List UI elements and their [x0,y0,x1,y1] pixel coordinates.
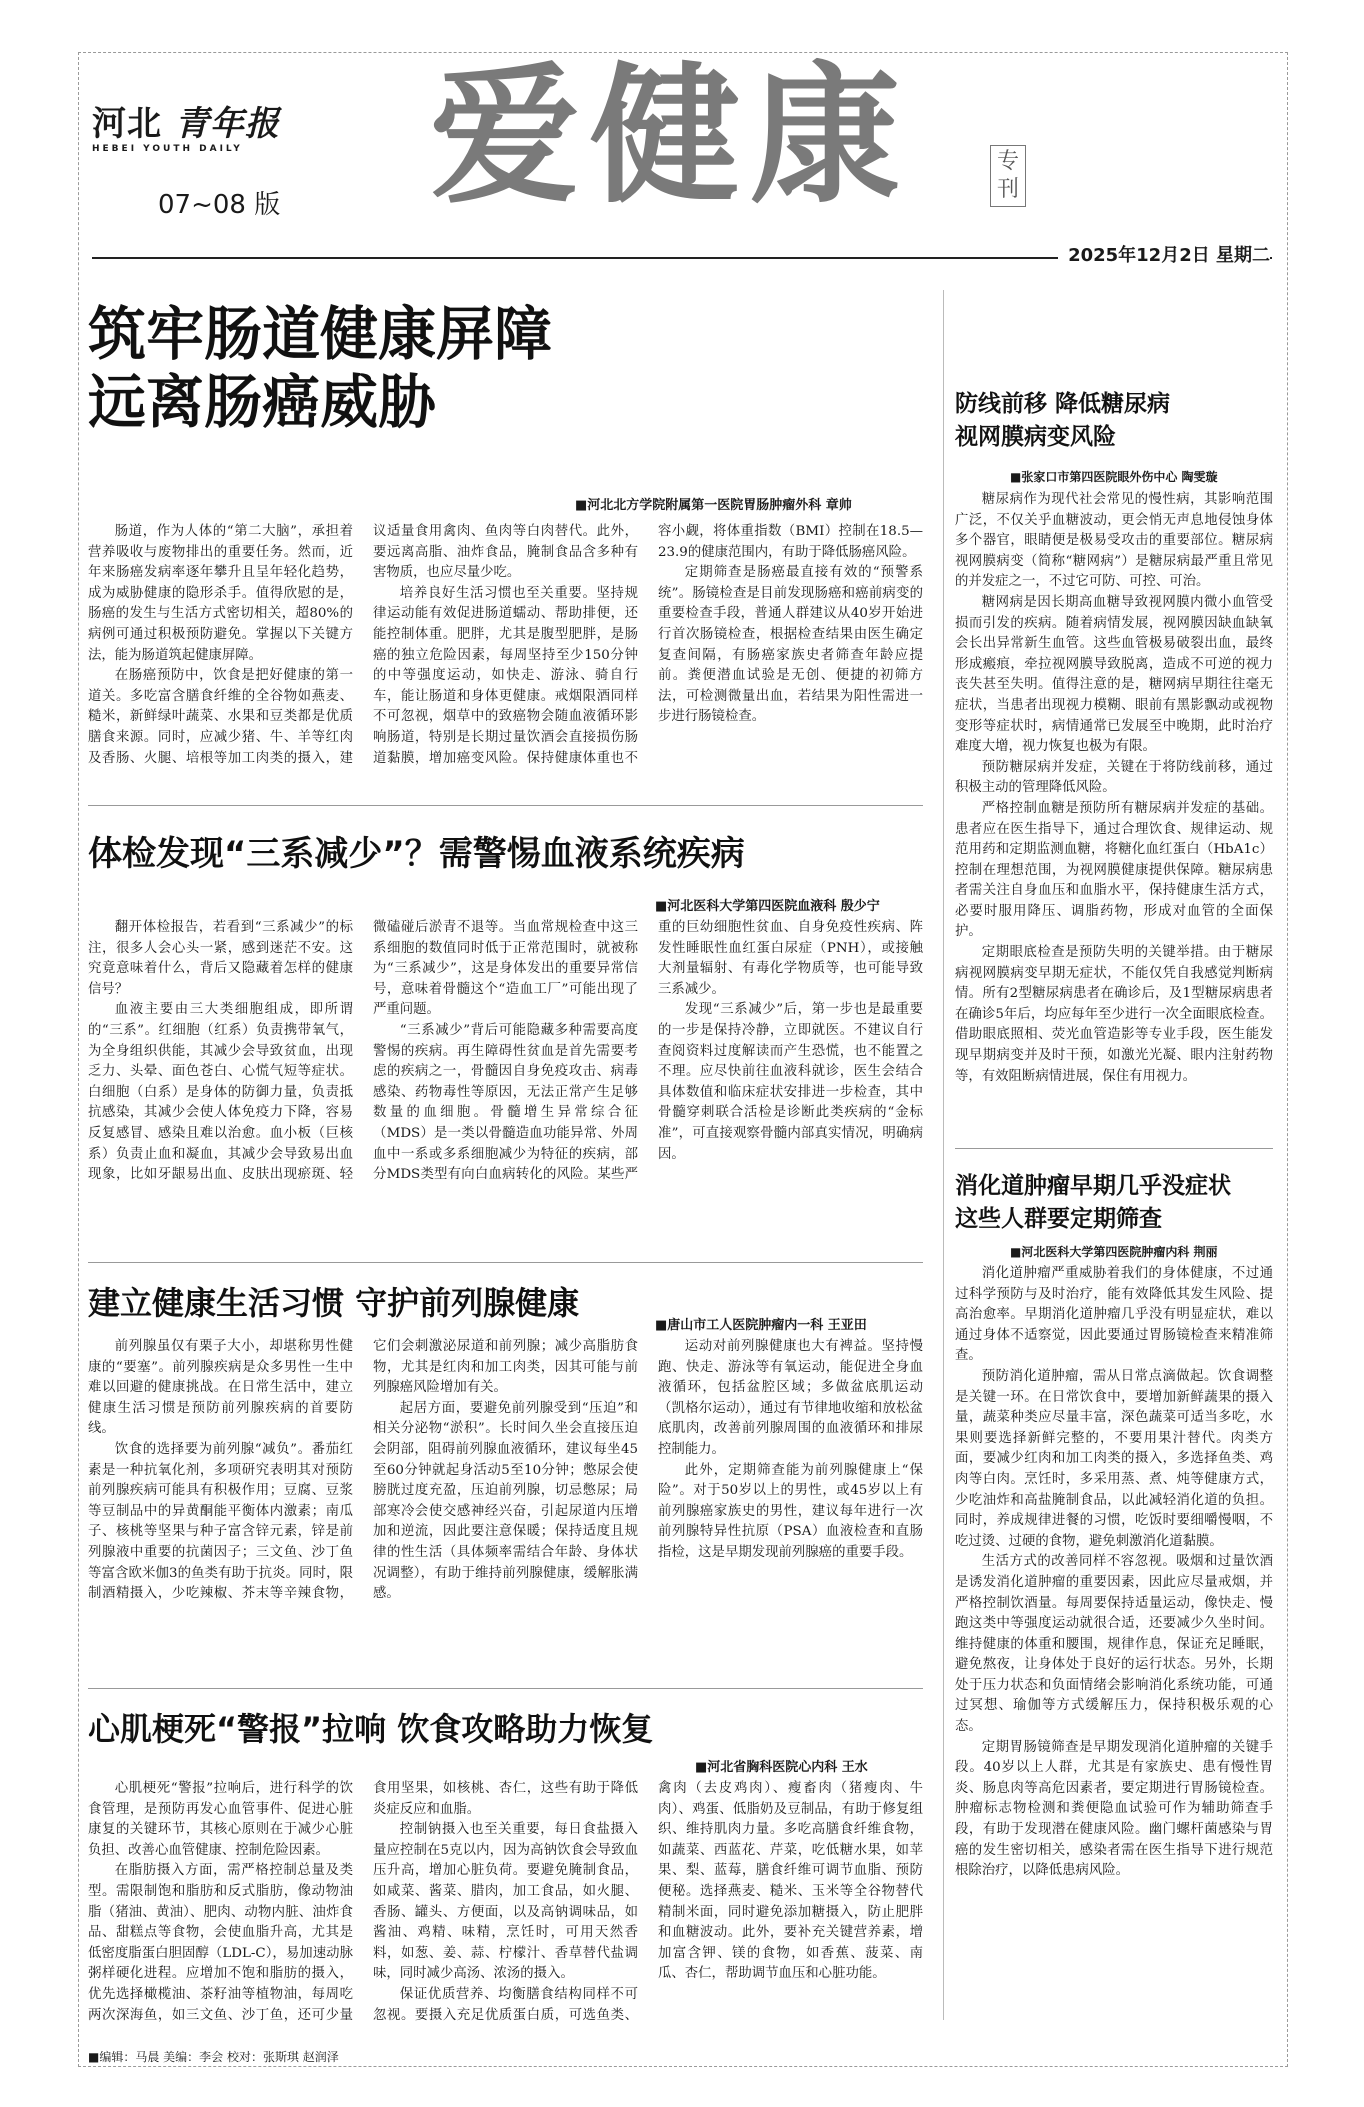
article-body [88,522,923,789]
paragraph: 运动对前列腺健康也大有裨益。坚持慢跑、快走、游泳等有氧运动，能促进全身血液循环，包括盆腔区域；多做盆底肌运动（凯格尔运动），通过有节律地收缩和放松盆底肌肉，改善前列腺周围的血液循环和排尿控制能力。 [658,1339,923,1457]
issue-date: 2025年12月2日 星期二 [1058,241,1270,267]
title-line: 视网膜病变风险 [955,424,1116,450]
logo-english: HEBEI YOUTH DAILY [92,144,243,154]
sidebar-article-title [955,388,1170,454]
section-divider [88,805,923,806]
paragraph: 培养良好生活习惯也至关重要。坚持规律运动能有效促进肠道蠕动、帮助排便，还能控制体重。肥胖，尤其是腹型肥胖，是肠癌的独立危险因素，每周坚持至少150分钟的中等强度运动，如快走、游泳、骑自行车，能让肠道和身体更健康。戒烟限酒同样不可忽视，烟草中的致癌物会随血液循环影响肠道，特别是长期过量饮酒会直接损伤肠道黏膜，增加癌变风险。保持健康体重也不容小觑，将体重指数（BMI）控制在18.5—23.9的健康范围内，有助于降低肠癌风险。 [373,524,923,766]
title-line: 防线前移 降低糖尿病 [955,391,1171,417]
sidebar-article-title [955,1170,1231,1236]
logo-text-youth-daily: 青年报 [174,104,280,144]
article-byline: ■河北北方学院附属第一医院胃肠肿瘤外科 章帅 [575,498,852,513]
paragraph: 定期眼底检查是预防失明的关键举措。由于糖尿病视网膜病变早期无症状，不能仅凭自我感觉判断病情。所有2型糖尿病患者在确诊后，及1型糖尿病患者在确诊5年后，均应每年至少进行一次全面眼底检查。借助眼底照相、荧光血管造影等专业手段，医生能发现早期病变并及时干预，如激光光凝、眼内注射药物等，有效阻断病情进展，保住有用视力。 [955,945,1273,1084]
article-byline: ■唐山市工人医院肿瘤内一科 王亚田 [655,1318,867,1333]
paragraph: 血液主要由三大类细胞组成，即所谓的“三系”。红细胞（红系）负责携带氧气，为全身组织供能，其减少会导致贫血，出现乏力、头晕、面色苍白、心慌气短等症状。白细胞（白系）是身体的防御力量，负责抵抗感染，其减少会使人体免疫力下降，容易反复感冒、感染且难以治愈。血小板（巨核系）负责止血和凝血，其减少会导致易出血现象，比如牙龈易出血、皮肤出现瘀斑、轻微磕碰后淤青不退等。当血常规检查中这三系细胞的数值同时低于正常范围时，就被称为“三系减少”，这是身体发出的重要异常信号，意味着骨髓这个“造血工厂”可能出现了严重问题。 [88,920,638,1183]
article-title: 体检发现“三系减少”？需警惕血液系统疾病 [88,834,745,874]
paragraph: 在脂肪摄入方面，需严格控制总量及类型。需限制饱和脂肪和反式脂肪，像动物油脂（猪油、黄油）、肥肉、动物内脏、油炸食品、甜糕点等食物，会使血脂升高，尤其是低密度脂蛋白胆固醇（LDL-C），易加速动脉粥样硬化进程。应增加不饱和脂肪的摄入，优先选择橄榄油、茶籽油等植物油，每周吃两次深海鱼，如三文鱼、沙丁鱼，还可少量食用坚果，如核桃、杏仁，这些有助于降低炎症反应和血脂。 [88,1781,638,2023]
paragraph: 生活方式的改善同样不容忽视。吸烟和过量饮酒是诱发消化道肿瘤的重要因素，因此应尽量戒烟，并严格控制饮酒量。每周要保持适量运动，像快走、慢跑这类中等强度运动就很合适，还要减少久坐时间。维持健康的体重和腰围，规律作息，保证充足睡眠，避免熬夜，让身体处于良好的运行状态。另外，长期处于压力状态和负面情绪会影响消化系统功能，可通过冥想、瑜伽等方式缓解压力，保持积极乐观的心态。 [955,1554,1273,1735]
paragraph: 糖尿病作为现代社会常见的慢性病，其影响范围广泛，不仅关乎血糖波动，更会悄无声息地侵蚀身体多个器官，眼睛便是极易受攻击的重要部位。糖尿病视网膜病变（简称“糖网病”）是糖尿病最严重且常见的并发症之一，不过它可防、可控、可治。 [955,492,1273,590]
article-byline: ■河北医科大学第四医院肿瘤内科 荆丽 [1010,1245,1218,1259]
paragraph: 糖网病是因长期高血糖导致视网膜内微小血管受损而引发的疾病。随着病情发展，视网膜因缺血缺氧会长出异常新生血管。这些血管极易破裂出血，最终形成瘢痕，牵拉视网膜导致脱离，造成不可逆的视力丧失甚至失明。值得注意的是，糖网病早期往往毫无症状，当患者出现视力模糊、眼前有黑影飘动或视物变形等症状时，病情通常已发展至中晚期，此时治疗难度大增，视力恢复也极为有限。 [955,594,1273,755]
paragraph: 定期筛查是肠癌最直接有效的“预警系统”。肠镜检查是目前发现肠癌和癌前病变的重要检查手段，普通人群建议从40岁开始进行首次肠镜检查，根据检查结果由医生确定复查间隔，有肠癌家族史者筛查年龄应提前。粪便潜血试验是无创、便捷的初筛方法，可检测微量出血，若结果为阳性需进一步进行肠镜检查。 [658,565,923,725]
paragraph: 保证优质营养、均衡膳食结构同样不可忽视。要摄入充足优质蛋白质，可选鱼类、禽肉（去皮鸡肉）、瘦畜肉（猪瘦肉、牛肉）、鸡蛋、低脂奶及豆制品，有助于修复组织、维持肌肉力量。多吃高膳食纤维食物，如蔬菜、西蓝花、芹菜，吃低糖水果，如苹果、梨、蓝莓，膳食纤维可调节血脂、预防便秘。选择燕麦、糙米、玉米等全谷物替代精制米面，同时避免添加糖摄入，防止肥胖和血糖波动。此外，要补充关键营养素，增加富含钾、镁的食物，如香蕉、菠菜、南瓜、杏仁，帮助调节血压和心脏功能。 [373,1781,923,2023]
title-line: 筑牢肠道健康屏障 [88,300,553,368]
article-title: 心肌梗死“警报”拉响 饮食攻略助力恢复 [88,1710,654,1748]
article-body [88,918,923,1248]
edition-label: 07~08 版 [158,190,281,220]
paragraph: 发现“三系减少”后，第一步也是最重要的一步是保持冷静，立即就医。不建议自行查阅资料过度解读而产生恐慌，也不能置之不理。应尽快前往血液科就诊，医生会结合具体数值和临床症状安排进一步检查，其中骨髓穿刺联合活检是诊断此类疾病的“金标准”，可直接观察骨髓内部真实情况，明确病因。 [658,1002,923,1162]
article-title: 建立健康生活习惯 守护前列腺健康 [88,1284,580,1322]
title-line: 消化道肿瘤早期几乎没症状 [955,1173,1231,1199]
sidebar-article-body [955,1264,1273,2032]
article-byline: ■张家口市第四医院眼外伤中心 陶雯璇 [1010,470,1218,484]
paragraph: 起居方面，要避免前列腺受到“压迫”和相关分泌物“淤积”。长时间久坐会直接压迫会阴部，阻碍前列腺血液循环，建议每坐45至60分钟就起身活动5至10分钟；憋尿会使膀胱过度充盈，压迫前列腺，切忌憋尿；局部寒冷会使交感神经兴奋，引起尿道内压增加和逆流，因此要注意保暖；保持适度且规律的性生活（具体频率需结合年龄、身体状况调整），有助于维持前列腺健康，缓解胀满感。 [373,1400,638,1602]
paragraph: 预防糖尿病并发症，关键在于将防线前移，通过积极主动的管理降低风险。 [955,759,1273,796]
paragraph: 翻开体检报告，若看到“三系减少”的标注，很多人会心头一紧，感到迷茫不安。这究竟意味着什么，背后又隐藏着怎样的健康信号？ [88,920,353,997]
article-body [88,1337,923,1669]
newspaper-logo [92,106,280,154]
article-title-colon-health [88,300,552,436]
paragraph: 肠道，作为人体的“第二大脑”，承担着营养吸收与废物排出的重要任务。然而，近年来肠癌发病率逐年攀升且呈年轻化趋势，成为威胁健康的隐形杀手。值得欣慰的是，肠癌的发生与生活方式密切相关，超80%的病例可通过积极预防避免。掌握以下关键方法，能为肠道筑起健康屏障。 [88,524,353,663]
title-line: 远离肠癌威胁 [88,368,437,436]
paragraph: 严格控制血糖是预防所有糖尿病并发症的基础。患者应在医生指导下，通过合理饮食、规律运动、规范用药和定期监测血糖，将糖化血红蛋白（HbA1c）控制在理想范围，为视网膜健康提供保障。糖尿病患者需关注自身血压和血脂水平，保持健康生活方式，必要时服用降压、调脂药物，形成对血管的全面保护。 [955,800,1273,940]
paragraph: 此外，定期筛查能为前列腺健康上“保险”。对于50岁以上的男性，或45岁以上有前列腺癌家族史的男性，建议每年进行一次前列腺特异性抗原（PSA）血液检查和直肠指检，这是早期发现前列腺癌的重要手段。 [658,1462,923,1560]
article-byline: ■河北医科大学第四医院血液科 殷少宁 [655,899,880,914]
sidebar-article-body [955,490,1273,1120]
column-divider [943,290,944,2020]
paragraph: “三系减少”背后可能隐藏多种需要高度警惕的疾病。再生障碍性贫血是首先需要考虑的疾病之一，骨髓因自身免疫攻击、病毒感染、药物毒性等原因，无法正常产生足够数量的血细胞。骨髓增生异常综合征（MDS）是一类以骨髓造血功能异常、外周血中一系或多系细胞减少为特征的疾病，部分MDS类型有向白血病转化的风险。某些严重的巨幼细胞性贫血、自身免疫性疾病、阵发性睡眠性血红蛋白尿症（PNH），或接触大剂量辐射、有毒化学物质等，也可能导致三系减少。 [373,920,923,1183]
paragraph: 在肠癌预防中，饮食是把好健康的第一道关。多吃富含膳食纤维的全谷物如燕麦、糙米，新鲜绿叶蔬菜、水果和豆类都是优质膳食来源。同时，应减少猪、牛、羊等红肉及香肠、火腿、培根等加工肉类的摄入，建议适量食用禽肉、鱼肉等白肉替代。此外，要远离高脂、油炸食品，腌制食品含多种有害物质，也应尽量少吃。 [88,524,638,766]
section-divider [88,1262,923,1263]
paragraph: 定期胃肠镜筛查是早期发现消化道肿瘤的关键手段。40岁以上人群，尤其是有家族史、患有慢性胃炎、肠息肉等高危因素者，要定期进行胃肠镜检查。肿瘤标志物检测和粪便隐血试验可作为辅助筛查手段，有助于发现潜在健康风险。幽门螺杆菌感染与胃癌的发生密切相关，感染者需在医生指导下进行规范根除治疗，以降低患病风险。 [955,1739,1273,1879]
special-issue-tag: 专刊 [990,145,1026,207]
paragraph: 预防消化道肿瘤，需从日常点滴做起。饮食调整是关键一环。在日常饮食中，要增加新鲜蔬果的摄入量，蔬菜种类应尽量丰富，深色蔬菜可适当多吃，水果则要选择新鲜完整的，不要用果汁替代。肉类方面，要减少红肉和加工肉类的摄入，多选择鱼类、鸡肉等白肉。烹饪时，多采用蒸、煮、炖等健康方式，少吃油炸和高盐腌制食品，以此减轻消化道的负担。同时，养成规律进餐的习惯，吃饭时要细嚼慢咽，不吃过烫、过硬的食物，避免刺激消化道黏膜。 [955,1368,1273,1549]
paragraph: 饮食的选择要为前列腺“减负”。番茄红素是一种抗氧化剂，多项研究表明其对预防前列腺疾病可能具有积极作用；豆腐、豆浆等豆制品中的异黄酮能平衡体内激素；南瓜子、核桃等坚果与种子富含锌元素，锌是前列腺液中重要的抗菌因子；三文鱼、沙丁鱼等富含欧米伽3的鱼类有助于抗炎。同时，限制酒精摄入，少吃辣椒、芥末等辛辣食物，它们会刺激泌尿道和前列腺；减少高脂肪食物，尤其是红肉和加工肉类，因其可能与前列腺癌风险增加有关。 [88,1339,638,1602]
section-divider [955,1148,1273,1149]
title-line: 这些人群要定期筛查 [955,1206,1162,1232]
section-title: 爱健康 [430,50,911,224]
article-byline: ■河北省胸科医院心内科 王水 [695,1760,868,1775]
logo-text-hebei: 河北 [92,104,162,144]
section-divider [88,1688,923,1689]
paragraph: 前列腺虽仅有栗子大小，却堪称男性健康的“要塞”。前列腺疾病是众多男性一生中难以回避的健康挑战。在日常生活中，建立健康生活习惯是预防前列腺疾病的首要防线。 [88,1339,353,1437]
paragraph: 心肌梗死“警报”拉响后，进行科学的饮食管理，是预防再发心血管事件、促进心脏康复的关键环节，其核心原则在于减少心脏负担、改善心血管健康、控制危险因素。 [88,1781,353,1858]
paragraph: 消化道肿瘤严重威胁着我们的身体健康，不过通过科学预防与及时治疗，能有效降低其发生风险、提高治愈率。早期消化道肿瘤几乎没有明显症状，难以通过身体不适察觉，因此要通过胃肠镜检查来精准筛查。 [955,1266,1273,1364]
paragraph: 控制钠摄入也至关重要，每日食盐摄入量应控制在5克以内，因为高钠饮食会导致血压升高，增加心脏负荷。要避免腌制食品，如咸菜、酱菜、腊肉，加工食品，如火腿、香肠、罐头、方便面，以及高钠调味品，如酱油、鸡精、味精，烹饪时，可用天然香料，如葱、姜、蒜、柠檬汁、香草替代盐调味，同时减少高汤、浓汤的摄入。 [373,1822,638,1982]
editor-credits: ■编辑：马晨 美编：李会 校对：张斯琪 赵润泽 [88,2050,339,2064]
article-body [88,1779,923,2034]
